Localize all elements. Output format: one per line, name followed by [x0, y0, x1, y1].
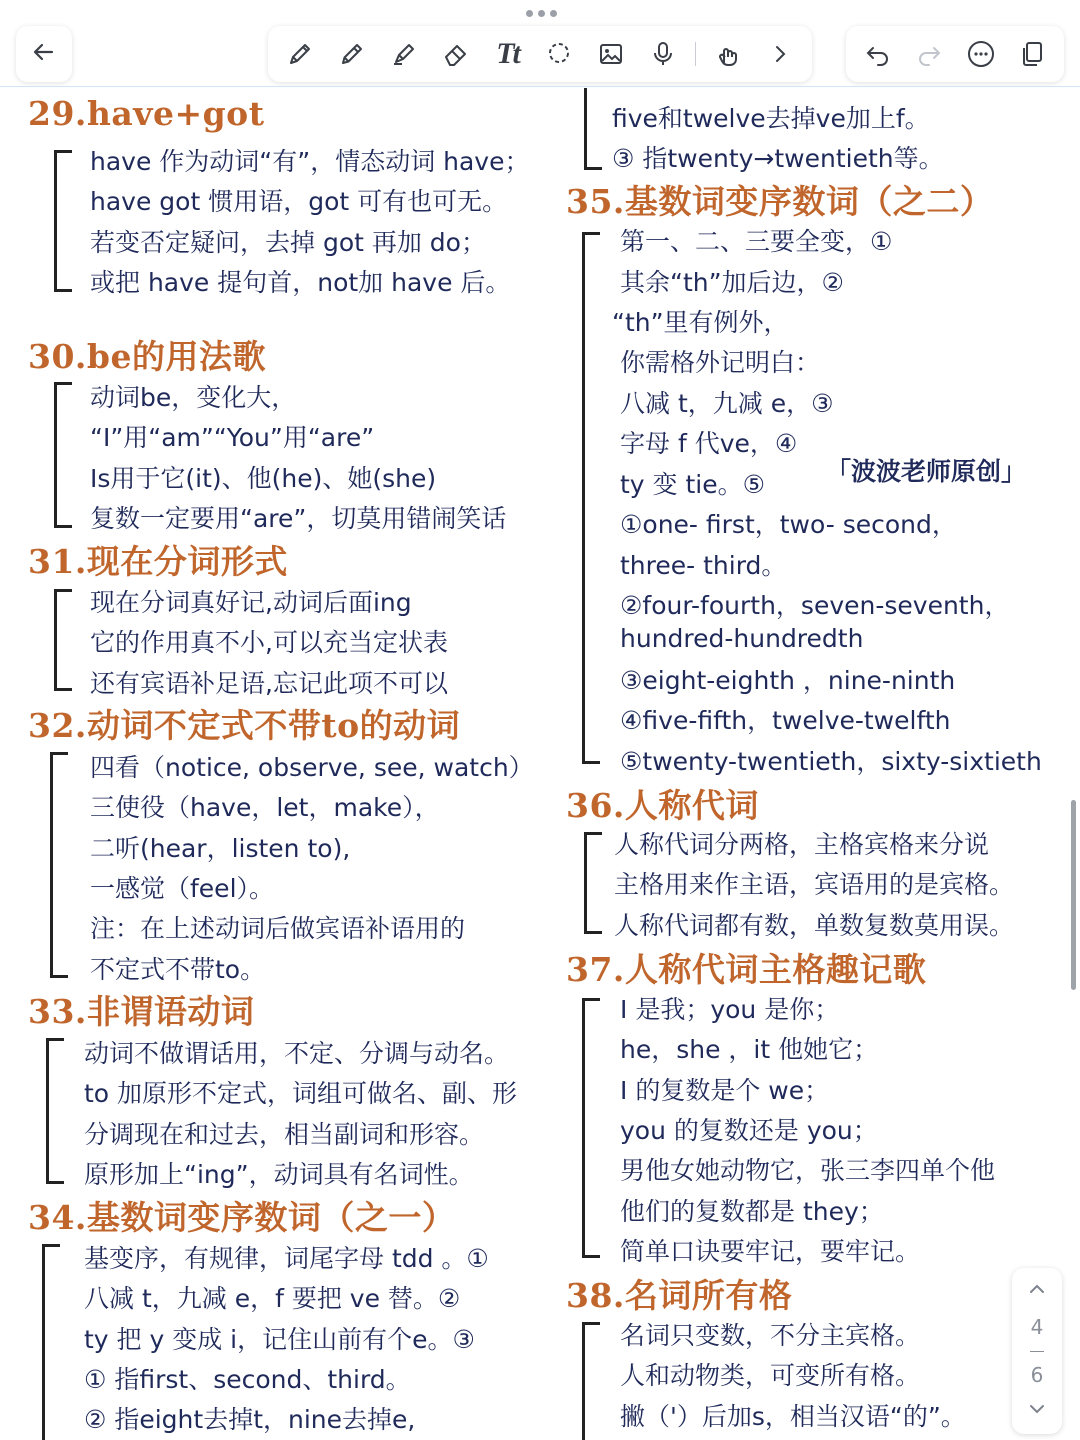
window-grabber[interactable] [526, 10, 557, 17]
text-line: 八减 t，九减 e，f 要把 ve 替。② [84, 1284, 461, 1313]
pen-icon [285, 39, 315, 69]
section-bracket-29 [54, 150, 72, 292]
scrollbar[interactable] [1071, 800, 1076, 990]
text-line: 它的作用真不小,可以充当定状表 [90, 628, 448, 657]
text-line: I 的复数是个 we； [620, 1076, 830, 1105]
text-line: ② 指eight去掉t，nine去掉e, [84, 1405, 416, 1434]
eraser-tool-button[interactable] [436, 34, 476, 74]
text-line: ③eight-eighth ，nine-ninth [620, 666, 956, 695]
text-tool-icon: Tt [496, 37, 519, 70]
page-number-divider [1030, 1351, 1044, 1352]
microphone-button[interactable] [643, 34, 683, 74]
section-bracket-33 [46, 1038, 64, 1184]
chevron-right-icon [765, 39, 795, 69]
text-line: “th”里有例外， [612, 308, 789, 337]
section-title-31: 31.现在分词形式 [28, 542, 288, 581]
text-line: 或把 have 提句首，not加 have 后。 [90, 268, 511, 297]
page-up-button[interactable] [1026, 1278, 1048, 1304]
text-line: ty 变 tie。⑤ [620, 470, 766, 499]
touch-draw-button[interactable] [708, 34, 748, 74]
highlighter-icon [389, 39, 419, 69]
text-line: he，she ，it 他她它； [620, 1035, 879, 1064]
text-line: 若变否定疑问，去掉 got 再加 do； [90, 228, 486, 257]
text-line: 撇（'）后加s，相当汉语“的”。 [620, 1402, 966, 1431]
section-title-36: 36.人称代词 [566, 786, 759, 825]
text-line: ③ 指twenty→twentieth等。 [612, 144, 944, 173]
text-line: ④five-fifth，twelve-twelfth [620, 706, 951, 735]
text-line: have 作为动词“有”，情态动词 have； [90, 147, 530, 176]
document-actions [846, 26, 1064, 82]
text-line: hundred-hundredth [620, 624, 864, 653]
section-bracket-31 [54, 589, 72, 691]
section-title-37: 37.人称代词主格趣记歌 [566, 950, 927, 989]
section-bracket-38 [582, 1322, 600, 1440]
pages-icon [1017, 39, 1047, 69]
section-title-32: 32.动词不定式不带to的动词 [28, 706, 461, 745]
section-title-34: 34.基数词变序数词（之一） [28, 1198, 456, 1237]
text-line: 二听(hear，listen to), [90, 834, 351, 863]
text-line: 你需格外记明白： [620, 348, 821, 377]
section-title-30: 30.be的用法歌 [28, 337, 266, 376]
text-line: you 的复数还是 you； [620, 1116, 878, 1145]
lasso-tool-button[interactable] [539, 34, 579, 74]
pencil-icon [337, 39, 367, 69]
section-bracket-34 [42, 1244, 60, 1440]
text-line: 他们的复数都是 they； [620, 1197, 884, 1226]
text-line: 基变序，有规律，词尾字母 tdd 。① [84, 1244, 489, 1273]
text-line: 人称代词都有数，单数复数莫用误。 [614, 911, 1015, 940]
section-title-35: 35.基数词变序数词（之二） [566, 182, 994, 221]
text-tool-button[interactable] [488, 34, 528, 74]
section-bracket-30 [54, 382, 72, 528]
chevron-down-icon [1026, 1398, 1048, 1420]
current-page-number: 4 [1030, 1315, 1044, 1340]
section-bracket-35 [582, 232, 600, 764]
text-line: ⑤twenty-twentieth，sixty-sixtieth [620, 747, 1042, 776]
more-options-button[interactable] [961, 34, 1001, 74]
text-line: 字母 f 代ve，④ [620, 429, 798, 458]
text-line: 还有宾语补足语,忘记此项不可以 [90, 669, 448, 698]
toolbar-divider [695, 42, 696, 66]
text-line: 名词只变数，不分主宾格。 [620, 1321, 921, 1350]
text-line: 第一、二、三要全变，① [620, 227, 893, 256]
image-tool-button[interactable] [591, 34, 631, 74]
text-line: 八减 t，九减 e，③ [620, 389, 834, 418]
author-note: 「波波老师原创」 [826, 457, 1027, 486]
text-line: ty 把 y 变成 i，记住山前有个e。③ [84, 1325, 475, 1354]
section-title-33: 33.非谓语动词 [28, 992, 255, 1031]
text-line: 人称代词分两格，主格宾格来分说 [614, 830, 990, 859]
undo-button[interactable] [858, 34, 898, 74]
image-icon [596, 39, 626, 69]
text-line: 现在分词真好记,动词后面ing [90, 588, 412, 617]
redo-icon [914, 39, 944, 69]
text-line: ① 指first、second、third。 [84, 1365, 411, 1394]
more-tools-button[interactable] [760, 34, 800, 74]
section-title-38: 38.名词所有格 [566, 1276, 793, 1315]
text-line: ②four-fourth，seven-seventh， [620, 591, 1010, 620]
pencil-tool-button[interactable] [332, 34, 372, 74]
text-line: three- third。 [620, 551, 787, 580]
text-line: 男他女她动物它，张三李四单个他 [620, 1156, 996, 1185]
text-line: have got 惯用语，got 可有也可无。 [90, 187, 508, 216]
total-page-number: 6 [1030, 1362, 1044, 1387]
text-line: 一感觉（feel）。 [90, 874, 275, 903]
drawing-toolbar [268, 26, 812, 82]
page-navigator [1012, 1268, 1062, 1434]
section-title-29: 29.have+got [28, 94, 265, 133]
toolbar-divider-line [0, 86, 1080, 87]
section-bracket-32 [50, 752, 68, 978]
back-arrow-icon [30, 38, 58, 70]
hand-touch-icon [713, 39, 743, 69]
section-bracket-37 [582, 998, 600, 1258]
text-line: 分调现在和过去，相当副词和形容。 [84, 1120, 485, 1149]
text-line: 动词不做谓话用，不定、分调与动名。 [84, 1039, 510, 1068]
text-line: Is用于它(it)、他(he)、她(she) [90, 464, 437, 493]
section-bracket-34-cont [584, 88, 602, 170]
back-button[interactable] [16, 26, 72, 82]
pen-tool-button[interactable] [280, 34, 320, 74]
text-line: 三使役（have，let，make）， [90, 793, 440, 822]
text-line: 复数一定要用“are”，切莫用错闹笑话 [90, 504, 507, 533]
eraser-icon [441, 39, 471, 69]
text-line: 动词be，变化大， [90, 383, 297, 412]
chevron-up-icon [1026, 1278, 1048, 1300]
undo-icon [863, 39, 893, 69]
pages-overview-button[interactable] [1012, 34, 1052, 74]
text-line: five和twelve去掉ve加上f。 [612, 104, 930, 133]
text-line: ①one- first，two- second， [620, 510, 957, 539]
text-line: I 是我；you 是你； [620, 995, 840, 1024]
text-line: to 加原形不定式，词组可做名、副、形 [84, 1079, 518, 1108]
text-line: 四看（notice, observe, see, watch） [90, 753, 534, 782]
text-line: 不定式不带to。 [90, 955, 266, 984]
text-line: 注：在上述动词后做宾语补语用的 [90, 914, 466, 943]
lasso-icon [544, 39, 574, 69]
text-line: 简单口诀要牢记，要牢记。 [620, 1237, 921, 1266]
more-icon [966, 39, 996, 69]
text-line: 原形加上“ing”，动词具有名词性。 [84, 1160, 474, 1189]
section-bracket-36 [584, 832, 602, 934]
page-down-button[interactable] [1026, 1398, 1048, 1424]
text-line: 其余“th”加后边，② [620, 268, 844, 297]
highlighter-tool-button[interactable] [384, 34, 424, 74]
text-line: “I”用“am”“You”用“are” [90, 423, 375, 452]
text-line: 主格用来作主语，宾语用的是宾格。 [614, 870, 1015, 899]
text-line: 人和动物类，可变所有格。 [620, 1361, 921, 1390]
microphone-icon [648, 39, 678, 69]
redo-button[interactable] [909, 34, 949, 74]
